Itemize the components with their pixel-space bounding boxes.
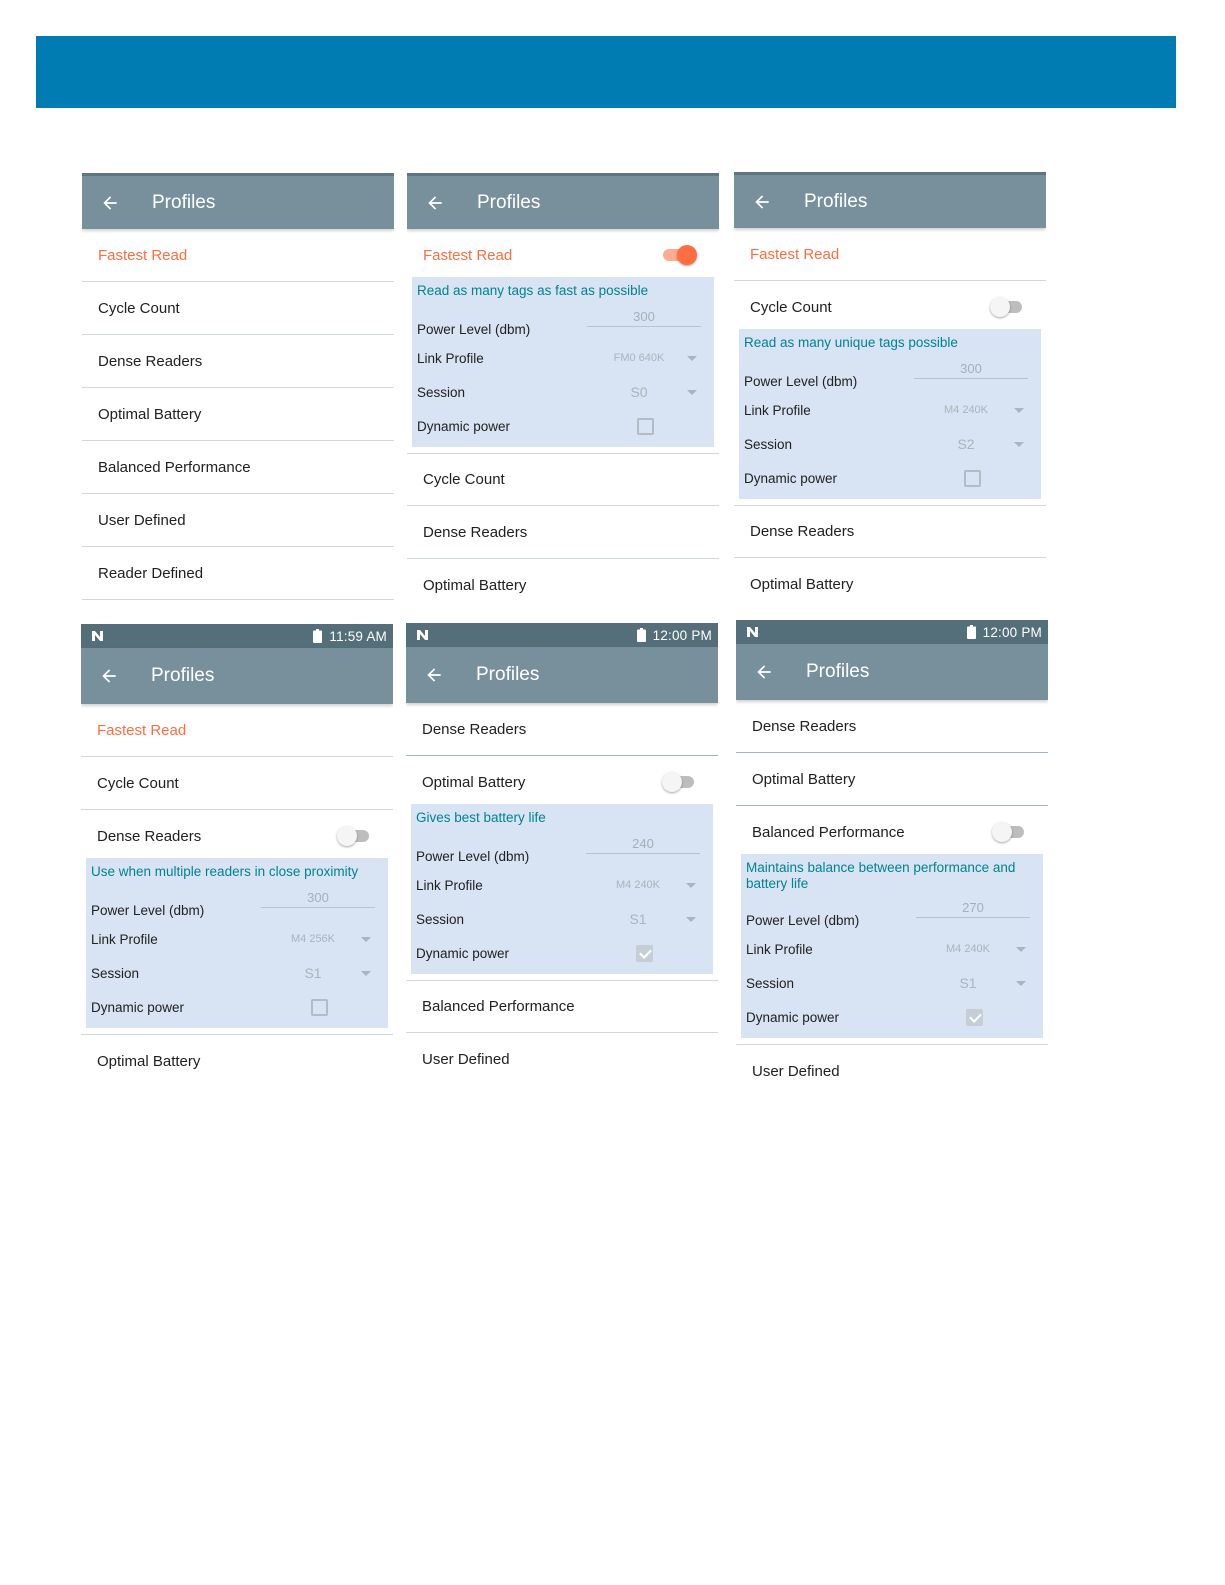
- profile-description: Maintains balance between performance and battery life: [746, 860, 1016, 891]
- profile-item-label: Reader Defined: [98, 564, 204, 582]
- dynamic-power-checkbox[interactable]: [636, 945, 653, 962]
- profile-item-label: Balanced Performance: [422, 998, 575, 1015]
- dynamic-power-label: Dynamic power: [744, 470, 838, 486]
- dynamic-power-checkbox[interactable]: [966, 1009, 983, 1026]
- screen-fastest-read-expanded: [407, 173, 719, 620]
- profile-item-label: Cycle Count: [750, 298, 832, 316]
- profile-item-balanced-performance[interactable]: [406, 980, 718, 1033]
- session-value: S1: [304, 965, 322, 981]
- profile-item-label: Optimal Battery: [422, 773, 526, 791]
- page-title: Profiles: [151, 665, 215, 686]
- profile-details-panel: [739, 329, 1041, 499]
- profile-details-panel: [86, 858, 388, 1028]
- profile-description: Read as many tags as fast as possible: [417, 283, 649, 298]
- profile-item-reader-defined[interactable]: [82, 547, 394, 600]
- profile-details-panel: [412, 277, 714, 447]
- dropdown-caret-icon: [361, 937, 371, 942]
- session-label: Session: [746, 975, 795, 991]
- page-title: Profiles: [476, 664, 540, 685]
- power-level-input[interactable]: 300: [914, 361, 1028, 379]
- back-arrow-icon[interactable]: [407, 175, 463, 231]
- link-profile-label: Link Profile: [91, 931, 158, 947]
- profile-item-label: Balanced Performance: [752, 823, 905, 841]
- profile-item-optimal-battery[interactable]: [81, 1034, 393, 1087]
- dropdown-caret-icon: [1016, 981, 1026, 986]
- screen-profiles-list: [82, 173, 394, 603]
- link-profile-value: M4 240K: [945, 943, 991, 955]
- profile-item-label: Optimal Battery: [423, 577, 527, 594]
- power-level-label: Power Level (dbm): [746, 913, 860, 928]
- profile-item-label: Dense Readers: [422, 720, 527, 738]
- session-select[interactable]: [916, 975, 1038, 991]
- battery-icon: [967, 625, 976, 639]
- screen-cycle-count-expanded: [734, 172, 1046, 620]
- dropdown-caret-icon: [687, 390, 697, 395]
- page-title: Profiles: [477, 191, 541, 213]
- back-arrow-icon[interactable]: [81, 648, 137, 704]
- profile-item-label: Fastest Read: [750, 245, 840, 263]
- profile-item-label: Dense Readers: [97, 827, 202, 845]
- profile-toggle[interactable]: [990, 297, 1024, 317]
- link-profile-label: Link Profile: [746, 941, 813, 957]
- app-bar: [81, 648, 393, 704]
- profile-item-label: Fastest Read: [97, 721, 187, 739]
- dropdown-caret-icon: [361, 971, 371, 976]
- app-bar: [736, 644, 1048, 700]
- link-profile-field: [91, 922, 383, 956]
- screen-dense-readers-expanded: [81, 624, 393, 1104]
- dynamic-power-field: [416, 936, 708, 970]
- battery-icon: [637, 628, 646, 642]
- status-bar: [81, 624, 393, 648]
- profile-item-label: Optimal Battery: [98, 405, 202, 423]
- dropdown-caret-icon: [686, 883, 696, 888]
- profile-item-label: Fastest Read: [423, 246, 513, 264]
- profile-item-balanced-performance[interactable]: [736, 806, 1048, 858]
- profile-item-cycle-count[interactable]: [407, 453, 719, 506]
- session-field: [416, 902, 708, 936]
- session-value: S1: [959, 975, 977, 991]
- notification-n-icon: [91, 630, 106, 642]
- profile-item-fastest-read[interactable]: [82, 229, 394, 282]
- profile-item-label: Cycle Count: [98, 299, 180, 317]
- profile-item-label: Dense Readers: [423, 523, 528, 541]
- link-profile-select[interactable]: [261, 933, 383, 945]
- profile-description: Read as many unique tags possible: [744, 335, 958, 350]
- profile-item-fastest-read[interactable]: [407, 229, 719, 281]
- back-arrow-icon[interactable]: [82, 175, 138, 231]
- profile-item-dense-readers[interactable]: [82, 335, 394, 388]
- link-profile-select[interactable]: [914, 404, 1036, 416]
- link-profile-value: M4 240K: [615, 879, 661, 891]
- power-level-input[interactable]: 240: [586, 836, 700, 854]
- dropdown-caret-icon: [687, 356, 697, 361]
- profile-item-label: Cycle Count: [97, 774, 179, 792]
- header-banner: [36, 36, 1176, 108]
- profile-item-label: User Defined: [422, 1051, 510, 1068]
- profile-item-dense-readers[interactable]: [81, 810, 393, 862]
- dynamic-power-label: Dynamic power: [416, 945, 510, 961]
- session-field: [417, 375, 709, 409]
- link-profile-field: [746, 932, 1038, 966]
- session-label: Session: [417, 384, 466, 400]
- profile-item-user-defined[interactable]: [406, 1033, 718, 1086]
- profile-details-panel: [411, 804, 713, 974]
- back-arrow-icon[interactable]: [406, 647, 462, 703]
- dynamic-power-checkbox[interactable]: [964, 470, 981, 487]
- session-value: S1: [629, 911, 647, 927]
- power-level-label: Power Level (dbm): [744, 374, 858, 389]
- link-profile-label: Link Profile: [744, 402, 811, 418]
- profile-item-fastest-read[interactable]: [734, 228, 1046, 281]
- link-profile-value: M4 256K: [290, 933, 336, 945]
- profile-item-dense-readers[interactable]: [734, 505, 1046, 558]
- page-title: Profiles: [806, 661, 870, 682]
- profile-item-cycle-count[interactable]: [82, 282, 394, 335]
- power-level-field: [416, 828, 708, 868]
- profile-item-dense-readers[interactable]: [736, 700, 1048, 753]
- session-select[interactable]: [587, 384, 709, 400]
- link-profile-select[interactable]: [916, 943, 1038, 955]
- session-field: [746, 966, 1038, 1000]
- dynamic-power-field: [746, 1000, 1038, 1034]
- link-profile-value: M4 240K: [943, 404, 989, 416]
- notification-n-icon: [416, 629, 431, 641]
- dropdown-caret-icon: [1014, 408, 1024, 413]
- profile-description: Use when multiple readers in close proximity: [91, 864, 359, 879]
- session-value: S2: [957, 436, 975, 452]
- dynamic-power-label: Dynamic power: [746, 1009, 840, 1025]
- power-level-label: Power Level (dbm): [417, 322, 531, 337]
- profile-item-label: Fastest Read: [98, 246, 188, 264]
- session-select[interactable]: [261, 965, 383, 981]
- session-value: S0: [630, 384, 648, 400]
- dynamic-power-field: [91, 990, 383, 1024]
- profile-item-label: Dense Readers: [98, 352, 203, 370]
- page-title: Profiles: [152, 191, 216, 213]
- profile-item-cycle-count[interactable]: [734, 281, 1046, 333]
- profile-description: Gives best battery life: [416, 810, 546, 825]
- dynamic-power-label: Dynamic power: [91, 999, 185, 1015]
- page-title: Profiles: [804, 190, 868, 212]
- profile-item-balanced-performance[interactable]: [82, 441, 394, 494]
- app-bar: [82, 173, 394, 229]
- power-level-input[interactable]: 300: [261, 890, 375, 908]
- dynamic-power-field: [417, 409, 709, 443]
- power-level-input[interactable]: 270: [916, 900, 1030, 918]
- profile-item-label: Optimal Battery: [752, 770, 856, 788]
- dynamic-power-checkbox[interactable]: [311, 999, 328, 1016]
- status-bar: [406, 623, 718, 647]
- power-level-field: [91, 882, 383, 922]
- profile-item-label: Dense Readers: [752, 717, 857, 735]
- profile-item-label: Cycle Count: [423, 471, 505, 488]
- back-arrow-icon[interactable]: [734, 174, 790, 230]
- profile-toggle[interactable]: [662, 772, 696, 792]
- dynamic-power-label: Dynamic power: [417, 418, 511, 434]
- profile-item-optimal-battery[interactable]: [736, 753, 1048, 806]
- app-bar: [407, 173, 719, 229]
- link-profile-field: [744, 393, 1036, 427]
- link-profile-value: FM0 640K: [613, 352, 665, 364]
- profile-toggle[interactable]: [992, 822, 1026, 842]
- session-label: Session: [416, 911, 465, 927]
- profile-item-dense-readers[interactable]: [407, 506, 719, 559]
- profile-item-label: Dense Readers: [750, 523, 855, 540]
- session-label: Session: [91, 965, 140, 981]
- power-level-label: Power Level (dbm): [91, 903, 205, 918]
- profile-item-optimal-battery[interactable]: [734, 558, 1046, 611]
- link-profile-label: Link Profile: [416, 877, 483, 893]
- power-level-label: Power Level (dbm): [416, 849, 530, 864]
- battery-icon: [313, 629, 322, 643]
- power-level-input[interactable]: 300: [587, 309, 701, 327]
- profile-item-fastest-read[interactable]: [81, 704, 393, 757]
- app-bar: [734, 172, 1046, 228]
- session-field: [91, 956, 383, 990]
- profile-item-label: Balanced Performance: [98, 458, 251, 476]
- profile-toggle[interactable]: [337, 826, 371, 846]
- session-select[interactable]: [914, 436, 1036, 452]
- profile-item-user-defined[interactable]: [736, 1044, 1048, 1097]
- profile-item-user-defined[interactable]: [82, 494, 394, 547]
- link-profile-label: Link Profile: [417, 350, 484, 366]
- profile-item-optimal-battery[interactable]: [407, 559, 719, 612]
- link-profile-select[interactable]: [587, 352, 709, 364]
- session-field: [744, 427, 1036, 461]
- screen-optimal-battery-expanded: [406, 623, 718, 1103]
- dropdown-caret-icon: [1016, 947, 1026, 952]
- profile-toggle[interactable]: [663, 245, 697, 265]
- dropdown-caret-icon: [1014, 442, 1024, 447]
- profile-item-label: Optimal Battery: [750, 576, 854, 593]
- status-clock: 11:59 AM: [329, 628, 387, 644]
- status-clock: 12:00 PM: [652, 627, 712, 643]
- power-level-field: [417, 301, 709, 341]
- back-arrow-icon[interactable]: [736, 644, 792, 700]
- profile-item-label: User Defined: [98, 511, 186, 529]
- dynamic-power-checkbox[interactable]: [637, 418, 654, 435]
- app-bar: [406, 647, 718, 703]
- dropdown-caret-icon: [686, 917, 696, 922]
- screen-balanced-performance-expanded: [736, 620, 1048, 1110]
- profile-item-optimal-battery[interactable]: [82, 388, 394, 441]
- profile-item-optimal-battery[interactable]: [406, 756, 718, 808]
- profile-item-label: Optimal Battery: [97, 1052, 201, 1070]
- link-profile-field: [417, 341, 709, 375]
- notification-n-icon: [746, 626, 761, 638]
- status-bar: [736, 620, 1048, 644]
- profile-item-cycle-count[interactable]: [81, 757, 393, 810]
- power-level-field: [746, 892, 1038, 932]
- status-clock: 12:00 PM: [982, 624, 1042, 640]
- profile-item-label: User Defined: [752, 1062, 840, 1080]
- link-profile-select[interactable]: [586, 879, 708, 891]
- link-profile-field: [416, 868, 708, 902]
- profile-details-panel: [741, 854, 1043, 1038]
- dynamic-power-field: [744, 461, 1036, 495]
- session-label: Session: [744, 436, 793, 452]
- profile-item-dense-readers[interactable]: [406, 703, 718, 756]
- session-select[interactable]: [586, 911, 708, 927]
- power-level-field: [744, 353, 1036, 393]
